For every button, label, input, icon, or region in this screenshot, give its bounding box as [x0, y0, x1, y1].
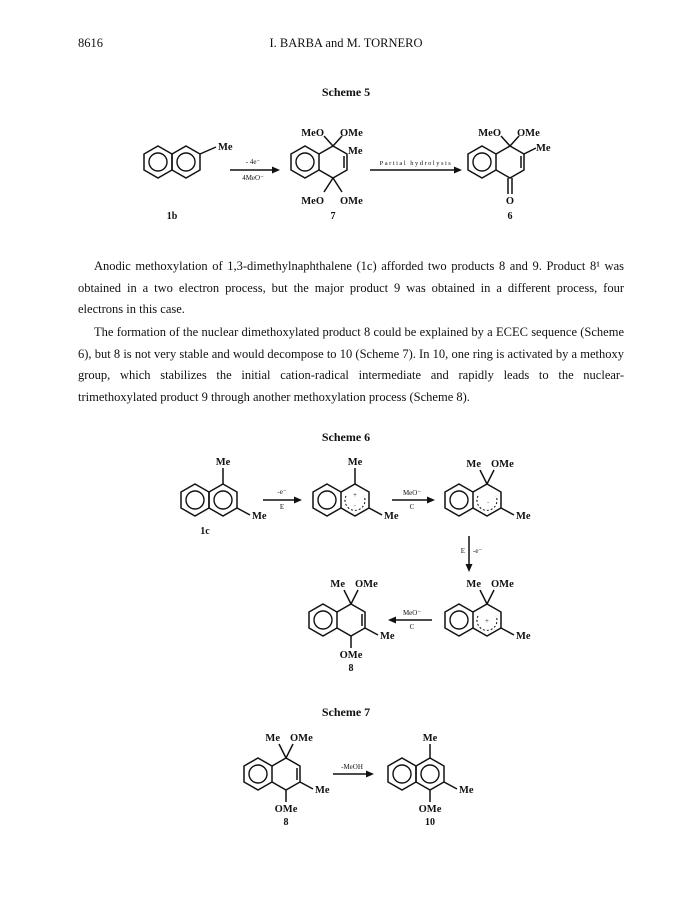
svg-text:Me: Me: [348, 146, 363, 157]
structure-10: [388, 733, 474, 828]
structure-7: [291, 128, 363, 222]
svg-text:-e⁻: -e⁻: [277, 488, 287, 496]
scheme-5-title: Scheme 5: [321, 85, 371, 99]
svg-text:E: E: [460, 547, 465, 555]
svg-text:OMe: OMe: [340, 128, 363, 139]
svg-text:Me: Me: [380, 631, 395, 642]
svg-text:Me: Me: [459, 785, 474, 796]
structure-radical-cation: [313, 457, 399, 522]
structure-methoxy-radical: [445, 459, 531, 522]
svg-text:MeO⁻: MeO⁻: [402, 489, 422, 497]
svg-text:OMe: OMe: [491, 459, 514, 470]
svg-text:Me: Me: [516, 511, 531, 522]
scheme-5-diagram: [0, 120, 692, 230]
svg-text:Me: Me: [466, 579, 481, 590]
svg-text:Me: Me: [347, 457, 363, 468]
structure-6: [468, 128, 551, 222]
svg-text:Me: Me: [536, 143, 551, 154]
svg-text:Me: Me: [516, 631, 531, 642]
svg-text:OMe: OMe: [274, 804, 298, 815]
svg-text:OMe: OMe: [418, 804, 442, 815]
svg-text:Me: Me: [384, 511, 399, 522]
svg-text:+: +: [353, 491, 357, 499]
arrow-c-step-2: [388, 609, 432, 631]
structure-8-scheme7: [244, 733, 330, 828]
svg-text:4MeO⁻: 4MeO⁻: [242, 174, 264, 182]
compound-1c-label: 1c: [200, 526, 210, 537]
svg-text:Me: Me: [422, 733, 438, 744]
compound-10-label: 10: [425, 817, 435, 828]
svg-text:+: +: [485, 617, 489, 625]
svg-text:-MeOH: -MeOH: [341, 763, 363, 771]
svg-text:OMe: OMe: [290, 733, 313, 744]
svg-text:·: ·: [353, 502, 357, 510]
paragraph-2: The formation of the nuclear dimethoxylated product 8 could be explained by a ECEC sequence (Scheme 6), but 8 is not very stable and would decompose to 10 (Scheme 7). In 10, one ring is activated by a methoxy group, which stabilizes the initial cation-radical intermediate and rapidly leads to the nuclear-trimethoxylated product 9 through another methoxylation process (Scheme 8).: [78, 325, 624, 404]
svg-text:- 4e⁻: - 4e⁻: [245, 158, 261, 166]
arrow-e-step-1: [263, 488, 302, 511]
compound-8-label-scheme7: 8: [283, 817, 289, 828]
svg-text:MeO: MeO: [301, 128, 324, 139]
arrow-partial-hydrolysis: [370, 160, 462, 174]
svg-text:Me: Me: [252, 511, 267, 522]
svg-text:MeO: MeO: [301, 196, 324, 207]
page-number: 8616: [78, 36, 103, 50]
structure-methoxy-cation: [445, 579, 531, 642]
svg-text:OMe: OMe: [517, 128, 540, 139]
svg-text:MeO⁻: MeO⁻: [402, 609, 422, 617]
svg-text:OMe: OMe: [491, 579, 514, 590]
scheme-6-diagram: [0, 452, 692, 680]
paragraph-1: Anodic methoxylation of 1,3-dimethylnaphthalene (1c) afforded two products 8 and 9. Product 8¹ was obtained in a two electron process, but the major product 9 was obtained in a different process, four electrons in this case.: [78, 259, 624, 316]
methyl-label: Me: [218, 142, 233, 153]
running-header-authors: I. BARBA and M. TORNERO: [269, 36, 423, 50]
svg-text:OMe: OMe: [355, 579, 378, 590]
scheme-7-diagram: [0, 728, 692, 840]
compound-7-label: 7: [330, 211, 336, 222]
compound-8-label: 8: [348, 663, 354, 674]
svg-text:-e⁻: -e⁻: [473, 547, 483, 555]
svg-text:Me: Me: [466, 459, 481, 470]
scheme-7-title: Scheme 7: [321, 705, 371, 719]
compound-1b-label: 1b: [166, 211, 178, 222]
compound-6-label: 6: [507, 211, 513, 222]
svg-text:C: C: [409, 503, 415, 511]
svg-text:C: C: [409, 623, 415, 631]
scheme-6-title: Scheme 6: [321, 430, 371, 444]
svg-text:Partial hydrolysis: Partial hydrolysis: [379, 160, 453, 167]
structure-1b: [144, 142, 233, 222]
structure-1c: [181, 457, 267, 537]
svg-text:Me: Me: [265, 733, 280, 744]
structure-8: [309, 579, 395, 674]
svg-text:Me: Me: [315, 785, 330, 796]
svg-text:Me: Me: [330, 579, 345, 590]
svg-text:OMe: OMe: [339, 650, 363, 661]
svg-text:Me: Me: [215, 457, 231, 468]
svg-text:MeO: MeO: [478, 128, 501, 139]
svg-text:·: ·: [486, 499, 490, 507]
svg-text:O: O: [505, 196, 515, 207]
arrow-c-step-1: [392, 489, 435, 511]
arrow-minus-meoh: [333, 763, 374, 778]
svg-text:OMe: OMe: [340, 196, 363, 207]
arrow-e-step-2: [461, 536, 483, 572]
svg-text:E: E: [279, 503, 285, 511]
arrow-electrolysis: [230, 158, 280, 182]
